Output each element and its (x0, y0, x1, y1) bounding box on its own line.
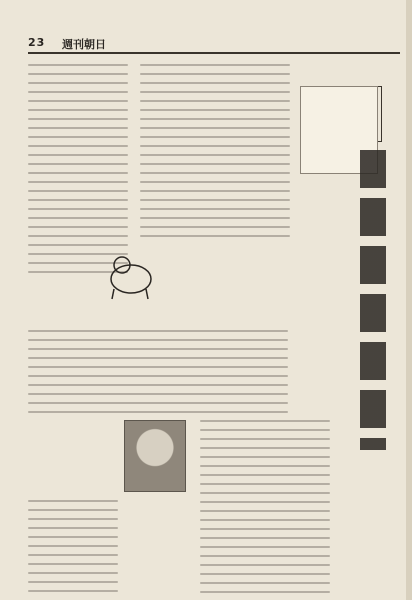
article-text-block (28, 330, 288, 420)
portrait-photo (124, 420, 186, 492)
page-edge (406, 0, 412, 600)
cartoon-image (100, 245, 162, 305)
article-text-block (140, 64, 290, 244)
article-text-block (28, 500, 118, 599)
title-glyph-bar (360, 150, 386, 450)
magazine-name: 週刊朝日 (62, 38, 106, 51)
title-area (340, 150, 400, 470)
page-number: 23 (28, 36, 46, 49)
header-rule (28, 52, 400, 54)
article-text-block (200, 420, 330, 600)
cartoon-drawing (100, 245, 162, 305)
